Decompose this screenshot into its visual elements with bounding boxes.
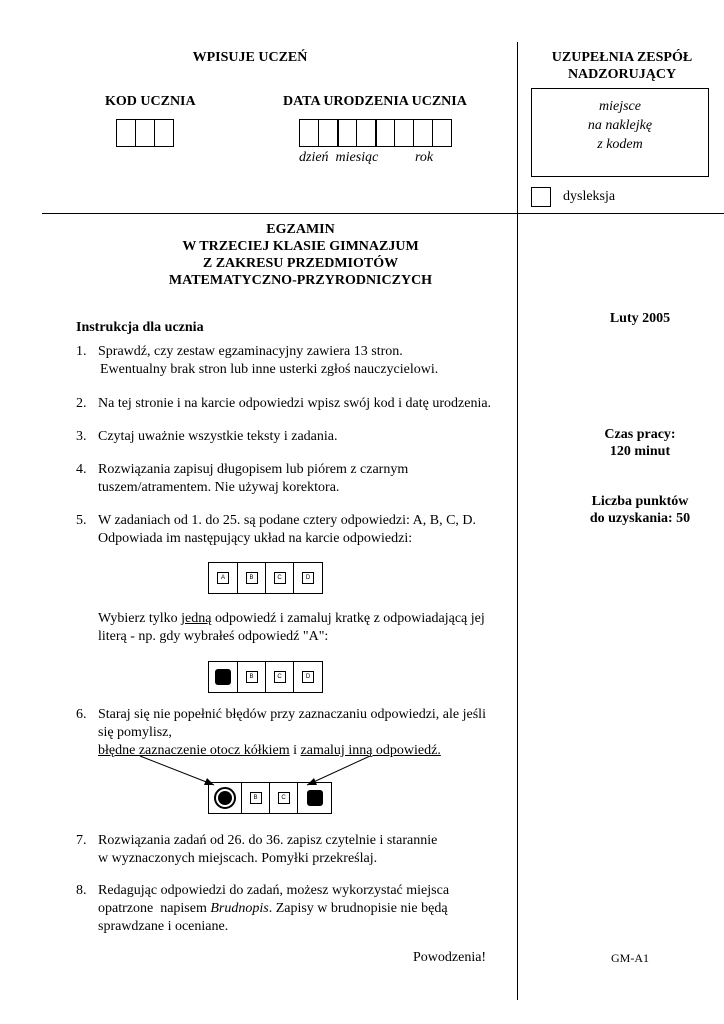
item-text: Rozwiązania zapisuj długopisem lub piórem z czarnym <box>98 462 409 477</box>
item-number: 8. <box>76 883 87 898</box>
item-number: 4. <box>76 462 87 477</box>
item-number: 6. <box>76 707 87 722</box>
answer-grid-example-a-filled <box>208 661 323 693</box>
code-box[interactable] <box>135 119 155 147</box>
sticker-text-3: z kodem <box>597 137 643 152</box>
birth-date-boxes[interactable] <box>300 119 452 147</box>
date-box[interactable] <box>394 119 414 147</box>
answer-letter: B <box>246 572 258 584</box>
year-caption: rok <box>415 150 434 165</box>
student-code-boxes[interactable] <box>117 119 174 147</box>
code-box[interactable] <box>116 119 136 147</box>
day-month-caption: dzień miesiąc <box>299 150 379 165</box>
item-text: Ewentualny brak stron lub inne usterki zgłoś nauczycielowi. <box>100 362 439 377</box>
team-fills-heading-1: UZUPEŁNIA ZESPÓŁ <box>551 50 693 65</box>
answer-letter: D <box>302 671 314 683</box>
item-text: Odpowiada im następujący układ na karcie odpowiedzi: <box>98 531 413 546</box>
title-line: W TRZECIEJ KLASIE GIMNAZJUM <box>182 239 419 254</box>
date-box[interactable] <box>356 119 376 147</box>
points-label: Liczba punktów <box>591 494 689 509</box>
item-text-underlined: błędne zaznaczenie otocz kółkiem <box>98 743 290 758</box>
dyslexia-checkbox[interactable] <box>531 187 551 207</box>
answer-grid-example-empty <box>208 562 323 594</box>
sticker-placeholder <box>531 88 709 177</box>
item-text: w wyznaczonych miejscach. Pomyłki przekreślaj. <box>98 851 378 866</box>
item-number: 5. <box>76 513 87 528</box>
item-text: sprawdzane i oceniane. <box>98 919 229 934</box>
form-code: GM-A1 <box>611 951 649 965</box>
item-text: Rozwiązania zadań od 26. do 36. zapisz czytelnie i starannie <box>98 833 438 848</box>
filled-mark <box>215 669 231 685</box>
student-code-label: KOD UCZNIA <box>105 94 196 109</box>
date-box[interactable] <box>318 119 338 147</box>
item-text: Czytaj uważnie wszystkie teksty i zadania. <box>98 429 338 444</box>
time-label: Czas pracy: <box>604 427 676 442</box>
item-text-italic: Brudnopis <box>210 901 269 916</box>
item-text: Sprawdź, czy zestaw egzaminacyjny zawiera 13 stron. <box>98 344 403 359</box>
code-box[interactable] <box>154 119 174 147</box>
title-line: MATEMATYCZNO-PRZYRODNICZYCH <box>168 273 433 288</box>
item-text: W zadaniach od 1. do 25. są podane cztery odpowiedzi: A, B, C, D. <box>98 513 477 528</box>
date-box[interactable] <box>299 119 319 147</box>
title-line: Z ZAKRESU PRZEDMIOTÓW <box>202 256 399 271</box>
student-fills-heading: WPISUJE UCZEŃ <box>192 50 308 65</box>
team-fills-heading-2: NADZORUJĄCY <box>567 67 677 82</box>
item-number: 1. <box>76 344 87 359</box>
vertical-divider <box>517 42 518 1000</box>
sticker-text-1: miejsce <box>599 99 641 114</box>
answer-letter: B <box>250 792 262 804</box>
item-text: i <box>289 743 301 758</box>
answer-grid-example-correction <box>208 782 332 814</box>
item-text: Staraj się nie popełnić błędów przy zaznaczaniu odpowiedzi, ale jeśli <box>98 707 486 722</box>
answer-letter: C <box>278 792 290 804</box>
filled-mark <box>218 791 232 805</box>
item-number: 7. <box>76 833 87 848</box>
answer-letter: C <box>274 671 286 683</box>
good-luck: Powodzenia! <box>413 950 487 965</box>
arrow-left <box>140 756 214 785</box>
choose-one-text <box>98 610 516 646</box>
item-text-underlined: zamaluj inną odpowiedź. <box>300 743 441 758</box>
exam-title <box>42 221 559 289</box>
date-box[interactable] <box>432 119 452 147</box>
arrow-right <box>307 756 370 785</box>
choose-text-a: Wybierz tylko <box>98 611 182 626</box>
exam-date: Luty 2005 <box>609 311 671 326</box>
circled-mark <box>214 787 236 809</box>
answer-letter: D <box>302 572 314 584</box>
instructions-heading: Instrukcja dla ucznia <box>76 320 204 335</box>
item-number: 3. <box>76 429 87 444</box>
sticker-text-2: na naklejkę <box>587 118 653 133</box>
item-text: Na tej stronie i na karcie odpowiedzi wpisz swój kod i datę urodzenia. <box>98 396 492 411</box>
choose-text-c: odpowiedź i zamaluj kratkę z odpowiadającą jej <box>211 611 485 626</box>
filled-mark <box>307 790 323 806</box>
item-text: się pomylisz, <box>98 725 172 740</box>
date-box[interactable] <box>413 119 433 147</box>
item-number: 2. <box>76 396 87 411</box>
time-value: 120 minut <box>609 444 671 459</box>
title-line: EGZAMIN <box>266 222 335 237</box>
date-box[interactable] <box>337 119 357 147</box>
answer-letter: B <box>246 671 258 683</box>
choose-text-line2: literą - np. gdy wybrałeś odpowiedź "A": <box>98 629 329 644</box>
dyslexia-label: dysleksja <box>563 189 616 204</box>
item-text: tuszem/atramentem. Nie używaj korektora. <box>98 480 340 495</box>
item-text: Redagując odpowiedzi do zadań, możesz wykorzystać miejsca <box>98 883 450 898</box>
points-value: do uzyskania: 50 <box>589 511 691 526</box>
answer-letter: A <box>217 572 229 584</box>
item-text: opatrzone napisem <box>98 901 211 916</box>
date-box[interactable] <box>375 119 395 147</box>
horizontal-divider <box>42 213 724 214</box>
answer-letter: C <box>274 572 286 584</box>
birth-date-label: DATA URODZENIA UCZNIA <box>283 94 467 109</box>
item-text: . Zapisy w brudnopisie nie będą <box>268 901 448 916</box>
choose-text-b: jedną <box>181 611 212 626</box>
